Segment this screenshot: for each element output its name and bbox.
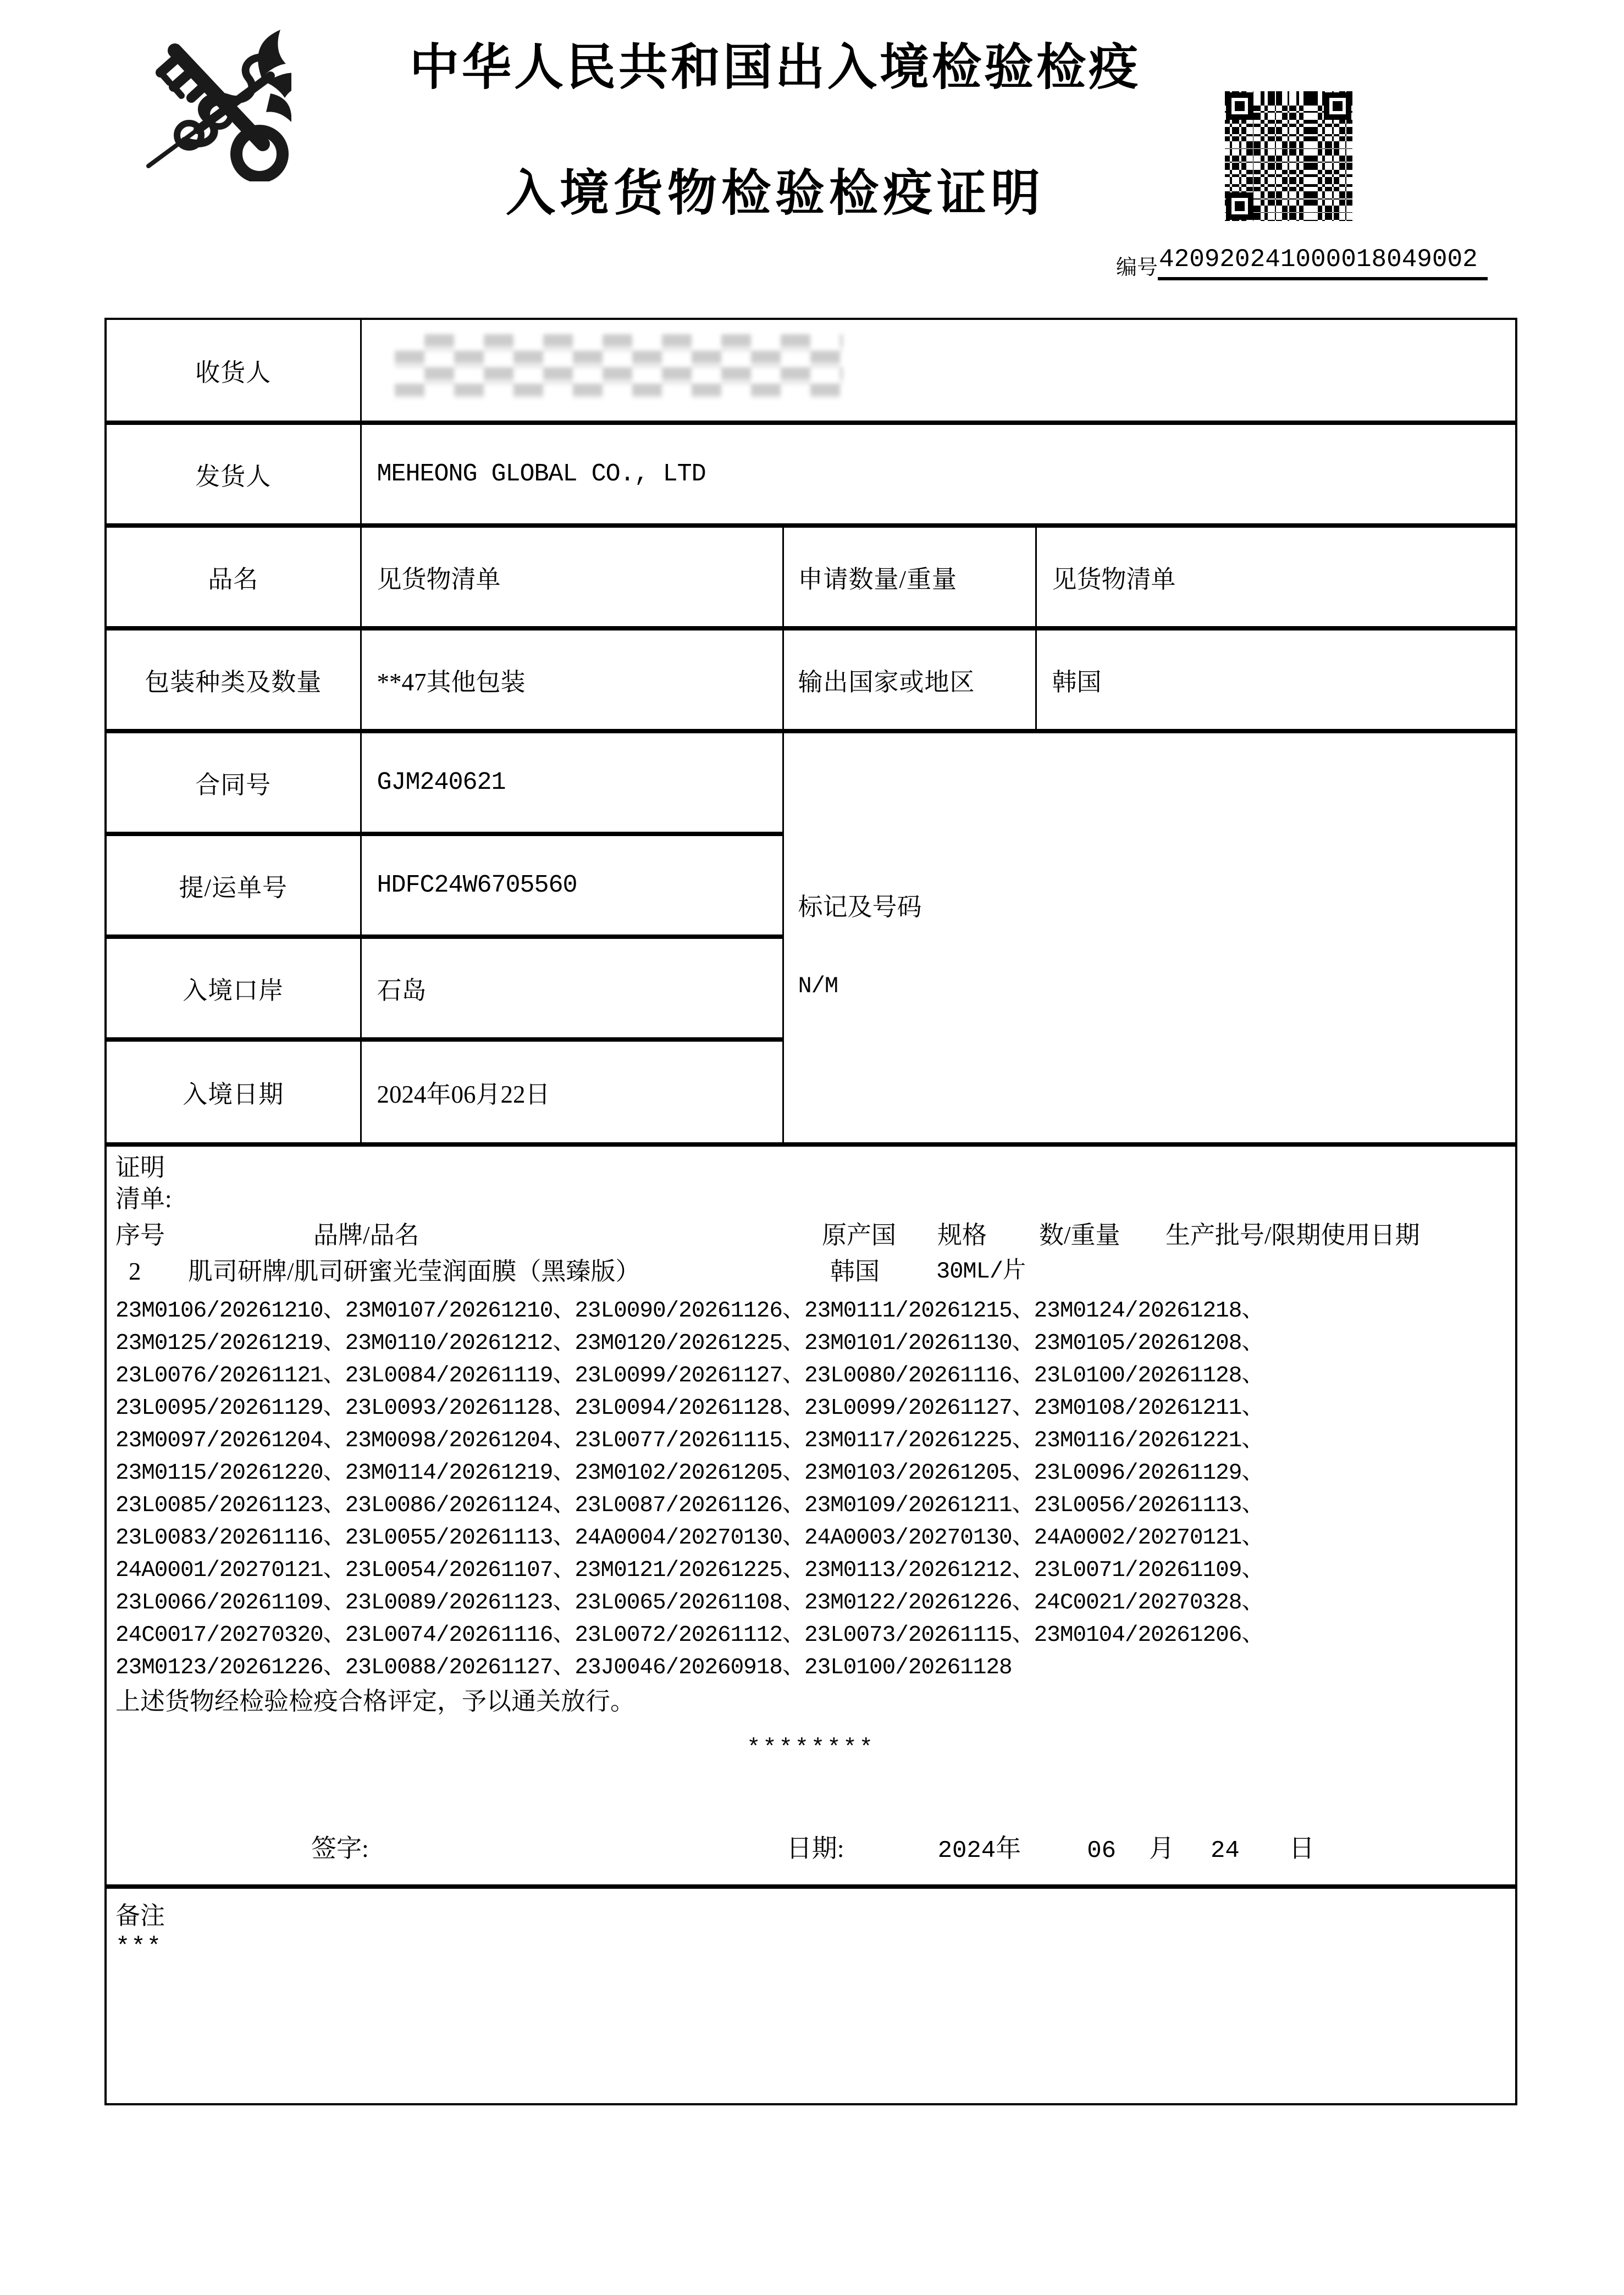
date-day-value: 24 <box>1211 1837 1240 1865</box>
date-year-value: 2024 <box>937 1837 996 1865</box>
batch-line: 24C0017/20270320、23L0074/20261116、23L0072/20261112、23L0073/20261115、23M0104/20261206、 <box>115 1623 1264 1648</box>
qr-finder-icon <box>1324 92 1351 120</box>
date-day-unit: 日 <box>1289 1834 1314 1862</box>
bill-of-lading-label: 提/运单号 <box>107 834 361 937</box>
marks-numbers-value: N/M <box>798 972 838 999</box>
serial-number-row <box>1116 246 1488 280</box>
entry-date-label: 入境日期 <box>107 1039 361 1142</box>
consignee-cell <box>361 320 1515 423</box>
batch-line: 23M0115/20261220、23M0114/20261219、23M0102/20261205、23M0103/20261205、23L0096/20261129、 <box>115 1461 1264 1486</box>
date-month-unit: 月 <box>1149 1834 1174 1862</box>
export-country-label: 输出国家或地区 <box>783 628 1036 731</box>
item-origin: 韩国 <box>830 1258 880 1285</box>
batch-line: 23M0097/20261204、23M0098/20261204、23L0077/20261115、23M0117/20261225、23M0116/20261221、 <box>115 1428 1264 1453</box>
col-brand: 品牌/品名 <box>313 1221 419 1249</box>
batch-line: 23L0095/20261129、23L0093/20261128、23L0094/20261128、23L0099/20261127、23M0108/20261211、 <box>115 1396 1264 1421</box>
goods-list-header-row <box>115 1217 1506 1253</box>
marks-numbers-cell <box>783 731 1515 1142</box>
col-qty: 数/重量 <box>1039 1221 1120 1249</box>
qr-finder-icon <box>1226 192 1253 220</box>
col-spec: 规格 <box>937 1221 987 1249</box>
goods-list-label: 清单: <box>115 1185 172 1213</box>
remarks-value: *** <box>115 1933 163 1961</box>
certificate-body-box <box>104 318 1517 2105</box>
table-row-packaging <box>107 628 1515 731</box>
date-month-value: 06 <box>1087 1837 1116 1865</box>
col-batch: 生产批号/限期使用日期 <box>1165 1221 1420 1249</box>
document-header <box>352 38 1198 224</box>
quantity-weight-label: 申请数量/重量 <box>783 526 1036 628</box>
table-row-contract <box>107 731 1515 834</box>
item-brand: 肌司研牌/肌司研蜜光莹润面膜（黑臻版） <box>188 1258 640 1285</box>
goods-info-table <box>107 320 1515 1142</box>
remarks-section <box>107 1884 1515 2103</box>
export-country-value: 韩国 <box>1036 628 1515 731</box>
entry-port-value: 石岛 <box>361 937 783 1039</box>
batch-line: 24A0001/20270121、23L0054/20261107、23M0121/20261225、23M0113/20261212、23L0071/20261109、 <box>115 1558 1264 1583</box>
batch-line: 23M0106/20261210、23M0107/20261210、23L0090/20261126、23M0111/20261215、23M0124/20261218、 <box>115 1298 1264 1324</box>
item-spec: 30ML/片 <box>936 1258 1026 1285</box>
entry-date-value: 2024年06月22日 <box>361 1039 783 1142</box>
contract-no-label: 合同号 <box>107 731 361 834</box>
table-row-product-name <box>107 526 1515 628</box>
batch-line: 23L0085/20261123、23L0086/20261124、23L0087/20261126、23M0109/20261211、23L0056/20261113、 <box>115 1493 1264 1518</box>
certificate-statement-section <box>107 1142 1515 1884</box>
consignee-label: 收货人 <box>107 320 361 423</box>
serial-number-value: 420920241000018049002 <box>1158 246 1488 280</box>
contract-no-value: GJM240621 <box>361 731 783 834</box>
consignee-redacted-block <box>395 334 843 399</box>
signature-date-row <box>107 1828 1515 1865</box>
document-title: 入境货物检验检疫证明 <box>506 167 1045 221</box>
serial-number-label: 编号 <box>1116 256 1158 279</box>
packaging-value: **47其他包装 <box>361 628 783 731</box>
quantity-weight-value: 见货物清单 <box>1036 526 1515 628</box>
product-name-value: 见货物清单 <box>361 526 783 628</box>
date-year-unit: 年 <box>996 1834 1021 1862</box>
product-name-label: 品名 <box>107 526 361 628</box>
col-seq: 序号 <box>115 1221 165 1249</box>
remarks-label: 备注 <box>115 1902 165 1929</box>
date-label: 日期: <box>786 1834 844 1862</box>
packaging-label: 包装种类及数量 <box>107 628 361 731</box>
clearance-statement: 上述货物经检验检疫合格评定，予以通关放行。 <box>115 1688 636 1715</box>
table-row-consignee <box>107 320 1515 423</box>
org-title: 中华人民共和国出入境检验检疫 <box>410 41 1141 95</box>
end-of-list-stars: ******** <box>747 1735 875 1761</box>
marks-numbers-label: 标记及号码 <box>798 893 922 921</box>
batch-line: 23L0066/20261109、23L0089/20261123、23L0065/20261108、23M0122/20261226、24C0021/20270328、 <box>115 1590 1264 1616</box>
batch-line: 23L0076/20261121、23L0084/20261119、23L0099/20261127、23L0080/20261116、23L0100/20261128、 <box>115 1363 1264 1389</box>
batch-line: 23M0125/20261219、23M0110/20261212、23M0120/20261225、23M0101/20261130、23M0105/20261208、 <box>115 1331 1264 1356</box>
entry-port-label: 入境口岸 <box>107 937 361 1039</box>
goods-item-row <box>115 1253 1506 1290</box>
ciq-emblem-icon <box>132 27 291 181</box>
table-row-shipper <box>107 423 1515 526</box>
qr-finder-icon <box>1226 92 1253 120</box>
certificate-heading: 证明 <box>115 1154 165 1181</box>
shipper-label: 发货人 <box>107 423 361 526</box>
item-seq: 2 <box>129 1258 141 1285</box>
batch-line: 23M0123/20261226、23L0088/20261127、23J0046/20260918、23L0100/20261128 <box>115 1655 1012 1680</box>
shipper-value: MEHEONG GLOBAL CO., LTD <box>361 423 1515 526</box>
batch-line: 23L0083/20261116、23L0055/20261113、24A0004/20270130、24A0003/20270130、24A0002/20270121、 <box>115 1525 1264 1551</box>
bill-of-lading-value: HDFC24W6705560 <box>361 834 783 937</box>
qr-code <box>1225 91 1352 221</box>
ciq-emblem-logo <box>132 27 291 181</box>
col-origin: 原产国 <box>822 1221 897 1249</box>
batch-number-list <box>115 1295 1506 1684</box>
signature-label: 签字: <box>311 1834 369 1862</box>
